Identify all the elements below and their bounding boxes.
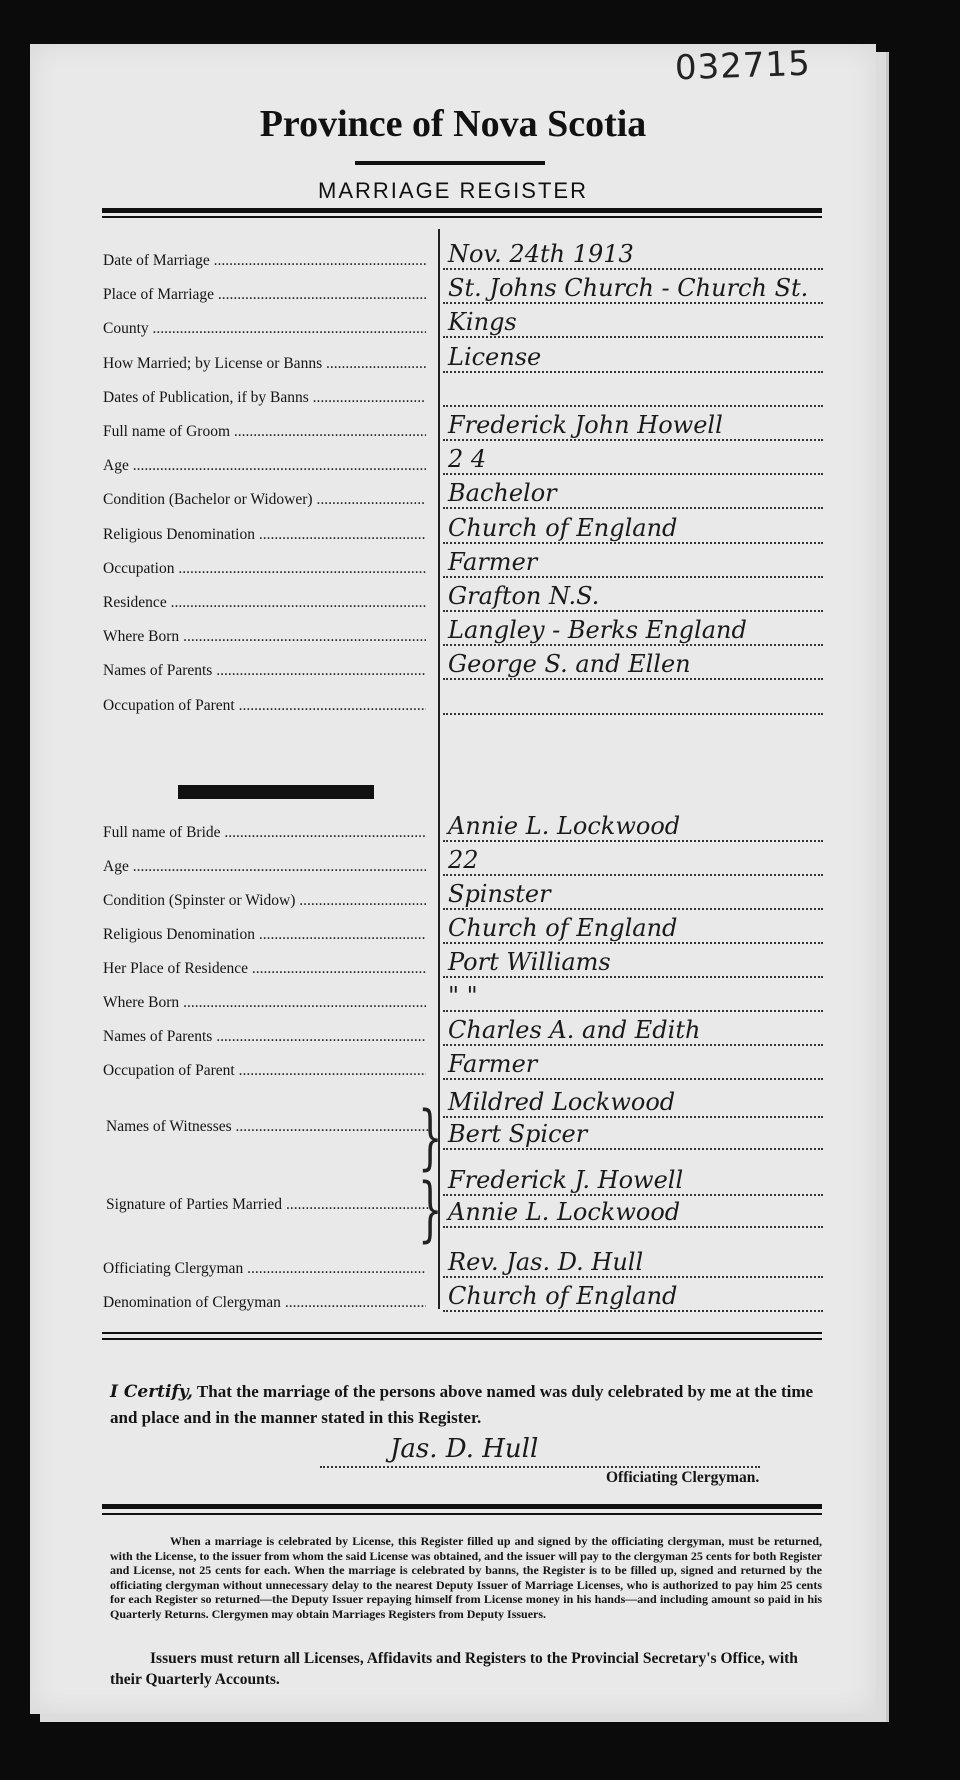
form-row bbox=[103, 383, 823, 415]
field-line bbox=[443, 1010, 823, 1012]
field-label: Full name of Bride ..... bbox=[103, 824, 426, 842]
field-label: Condition (Bachelor or Widower) ..... bbox=[103, 491, 426, 509]
form-row bbox=[103, 445, 823, 483]
signature-value: Frederick J. Howell bbox=[448, 1166, 684, 1194]
field-label: Occupation of Parent ..... bbox=[103, 1062, 426, 1080]
field-value: License bbox=[448, 342, 542, 371]
form-row bbox=[103, 308, 823, 346]
field-value: Church of England bbox=[448, 513, 678, 542]
field-line bbox=[443, 874, 823, 876]
field-line bbox=[443, 610, 823, 612]
form-row bbox=[103, 1282, 823, 1320]
field-line bbox=[443, 302, 823, 304]
field-line bbox=[443, 542, 823, 544]
field-label: How Married; by License or Banns ..... bbox=[103, 355, 426, 373]
field-line bbox=[443, 713, 823, 715]
header-rule-thin bbox=[102, 216, 822, 218]
field-label: Place of Marriage ..... bbox=[103, 286, 426, 304]
field-value: Annie L. Lockwood bbox=[448, 812, 681, 840]
witness-value: Mildred Lockwood bbox=[448, 1088, 676, 1116]
certification-text bbox=[110, 1379, 822, 1431]
field-label: Where Born ..... bbox=[103, 994, 426, 1012]
header-rule bbox=[102, 208, 822, 213]
field-label: Religious Denomination ..... bbox=[103, 526, 426, 544]
field-value: Charles A. and Edith bbox=[448, 1016, 701, 1044]
field-value: Church of England bbox=[448, 914, 678, 942]
field-label: Dates of Publication, if by Banns ..... bbox=[103, 389, 426, 407]
signatures-brace: } bbox=[418, 1168, 443, 1250]
certify-rule-top-2 bbox=[102, 1338, 822, 1340]
field-label: Occupation ..... bbox=[103, 560, 426, 578]
form-row bbox=[103, 342, 823, 381]
field-value: Kings bbox=[448, 308, 517, 337]
field-line bbox=[443, 507, 823, 509]
field-value: Farmer bbox=[448, 547, 538, 576]
signatures-label: Signature of Parties Married ..... bbox=[106, 1196, 429, 1214]
form-row bbox=[103, 1050, 823, 1088]
field-line bbox=[443, 976, 823, 978]
notes-rule-thin bbox=[102, 1513, 822, 1515]
field-line bbox=[443, 1044, 823, 1046]
field-value: Church of England bbox=[448, 1282, 678, 1310]
form-row bbox=[103, 691, 823, 723]
form-row bbox=[103, 240, 823, 278]
field-line bbox=[443, 908, 823, 910]
section-separator bbox=[178, 785, 374, 799]
field-line bbox=[443, 268, 823, 270]
signature-row-2 bbox=[103, 1196, 823, 1236]
field-label: Condition (Spinster or Widow) ..... bbox=[103, 892, 426, 910]
field-label: Occupation of Parent ..... bbox=[103, 697, 426, 715]
instructions-note: When a marriage is celebrated by License, this Register filled up and signed by the officiating clergyman, must be returned, with the License, to the issuer from whom the said License was obtained, and the issuer will pay to the clergyman 25 cents for both Register and License, not 25 cents for each. When the marriage is celebrated by banns, the Register is to be filled up, signed and returned by the officiating clergyman without unnecessary delay to the nearest Deputy Issuer of Marriage Licenses, who is authorized to pay him 25 cents for each Register so returned—the Deputy Issuer repaying himself from License money in his hands—and including amount so paid in his Quarterly Returns. Clergymen may obtain Marriages Registers from Deputy Issuers. bbox=[110, 1534, 822, 1621]
document-title: Province of Nova Scotia bbox=[259, 103, 647, 145]
field-value: Port Williams bbox=[448, 948, 611, 976]
field-line bbox=[443, 576, 823, 578]
field-value: " " bbox=[448, 982, 478, 1010]
field-label: Religious Denomination ..... bbox=[103, 926, 426, 944]
field-line bbox=[443, 473, 823, 475]
field-line bbox=[443, 1078, 823, 1080]
field-value: George S. and Ellen bbox=[448, 650, 691, 679]
field-value: Rev. Jas. D. Hull bbox=[448, 1248, 644, 1276]
marriage-register-form bbox=[30, 44, 876, 1714]
clergy-signature: Jas. D. Hull bbox=[390, 1434, 539, 1464]
field-label: Officiating Clergyman ..... bbox=[103, 1260, 426, 1278]
witness-value: Bert Spicer bbox=[448, 1120, 588, 1148]
field-label: Denomination of Clergyman ..... bbox=[103, 1294, 426, 1312]
notes-rule bbox=[102, 1504, 822, 1509]
witnesses-label: Names of Witnesses ..... bbox=[106, 1118, 429, 1136]
field-value: Bachelor bbox=[448, 479, 557, 508]
signature-value: Annie L. Lockwood bbox=[448, 1198, 681, 1226]
witness-row-2 bbox=[103, 1118, 823, 1158]
form-row bbox=[103, 547, 823, 586]
field-label: Names of Parents ..... bbox=[103, 662, 426, 680]
field-line bbox=[443, 942, 823, 944]
field-label: Her Place of Residence ..... bbox=[103, 960, 426, 978]
form-row bbox=[103, 650, 823, 688]
field-line bbox=[443, 405, 823, 407]
field-line bbox=[443, 1310, 823, 1312]
field-value: 2 4 bbox=[448, 445, 487, 474]
certify-rule-top bbox=[102, 1332, 822, 1334]
signature-label: Officiating Clergyman. bbox=[606, 1469, 760, 1486]
field-value: Frederick John Howell bbox=[448, 411, 723, 439]
field-label: Age ..... bbox=[103, 858, 426, 876]
issuers-note: Issuers must return all Licenses, Affidavits and Registers to the Provincial Secretary's Office, with their Quarterly Accounts. bbox=[110, 1650, 798, 1688]
form-row bbox=[103, 513, 823, 552]
certify-lead: I Certify, bbox=[110, 1382, 193, 1402]
field-line bbox=[443, 678, 823, 680]
field-line bbox=[443, 336, 823, 338]
field-value: Langley - Berks England bbox=[448, 616, 747, 645]
field-line bbox=[443, 1276, 823, 1278]
field-label: Date of Marriage ..... bbox=[103, 252, 426, 270]
form-row bbox=[103, 411, 823, 449]
field-value: St. Johns Church - Church St. bbox=[448, 274, 809, 303]
title-underline bbox=[355, 161, 545, 165]
field-line bbox=[443, 371, 823, 373]
field-line bbox=[443, 644, 823, 646]
form-row bbox=[103, 274, 823, 312]
field-label: Names of Parents ..... bbox=[103, 1028, 426, 1046]
field-value: Farmer bbox=[448, 1050, 538, 1078]
field-label: Where Born ..... bbox=[103, 628, 426, 646]
certify-body: That the marriage of the persons above named was duly celebrated by me at the time and place and in the manner stated in this Register. bbox=[110, 1382, 814, 1427]
field-label: County ..... bbox=[103, 320, 426, 338]
form-row bbox=[103, 479, 823, 517]
form-row bbox=[103, 582, 823, 620]
field-label: Full name of Groom ..... bbox=[103, 423, 426, 441]
serial-number: 032715 bbox=[674, 43, 812, 89]
field-label: Residence ..... bbox=[103, 594, 426, 612]
signature-line bbox=[320, 1466, 760, 1468]
document-subtitle: MARRIAGE REGISTER bbox=[318, 178, 588, 203]
field-value: Nov. 24th 1913 bbox=[448, 240, 634, 268]
field-line bbox=[443, 439, 823, 441]
field-label: Age ..... bbox=[103, 457, 426, 475]
witnesses-brace: } bbox=[418, 1096, 443, 1178]
field-line bbox=[443, 840, 823, 842]
form-row bbox=[103, 616, 823, 654]
field-value: Spinster bbox=[448, 880, 551, 908]
field-value: Grafton N.S. bbox=[448, 582, 600, 610]
field-value: 22 bbox=[448, 846, 479, 874]
